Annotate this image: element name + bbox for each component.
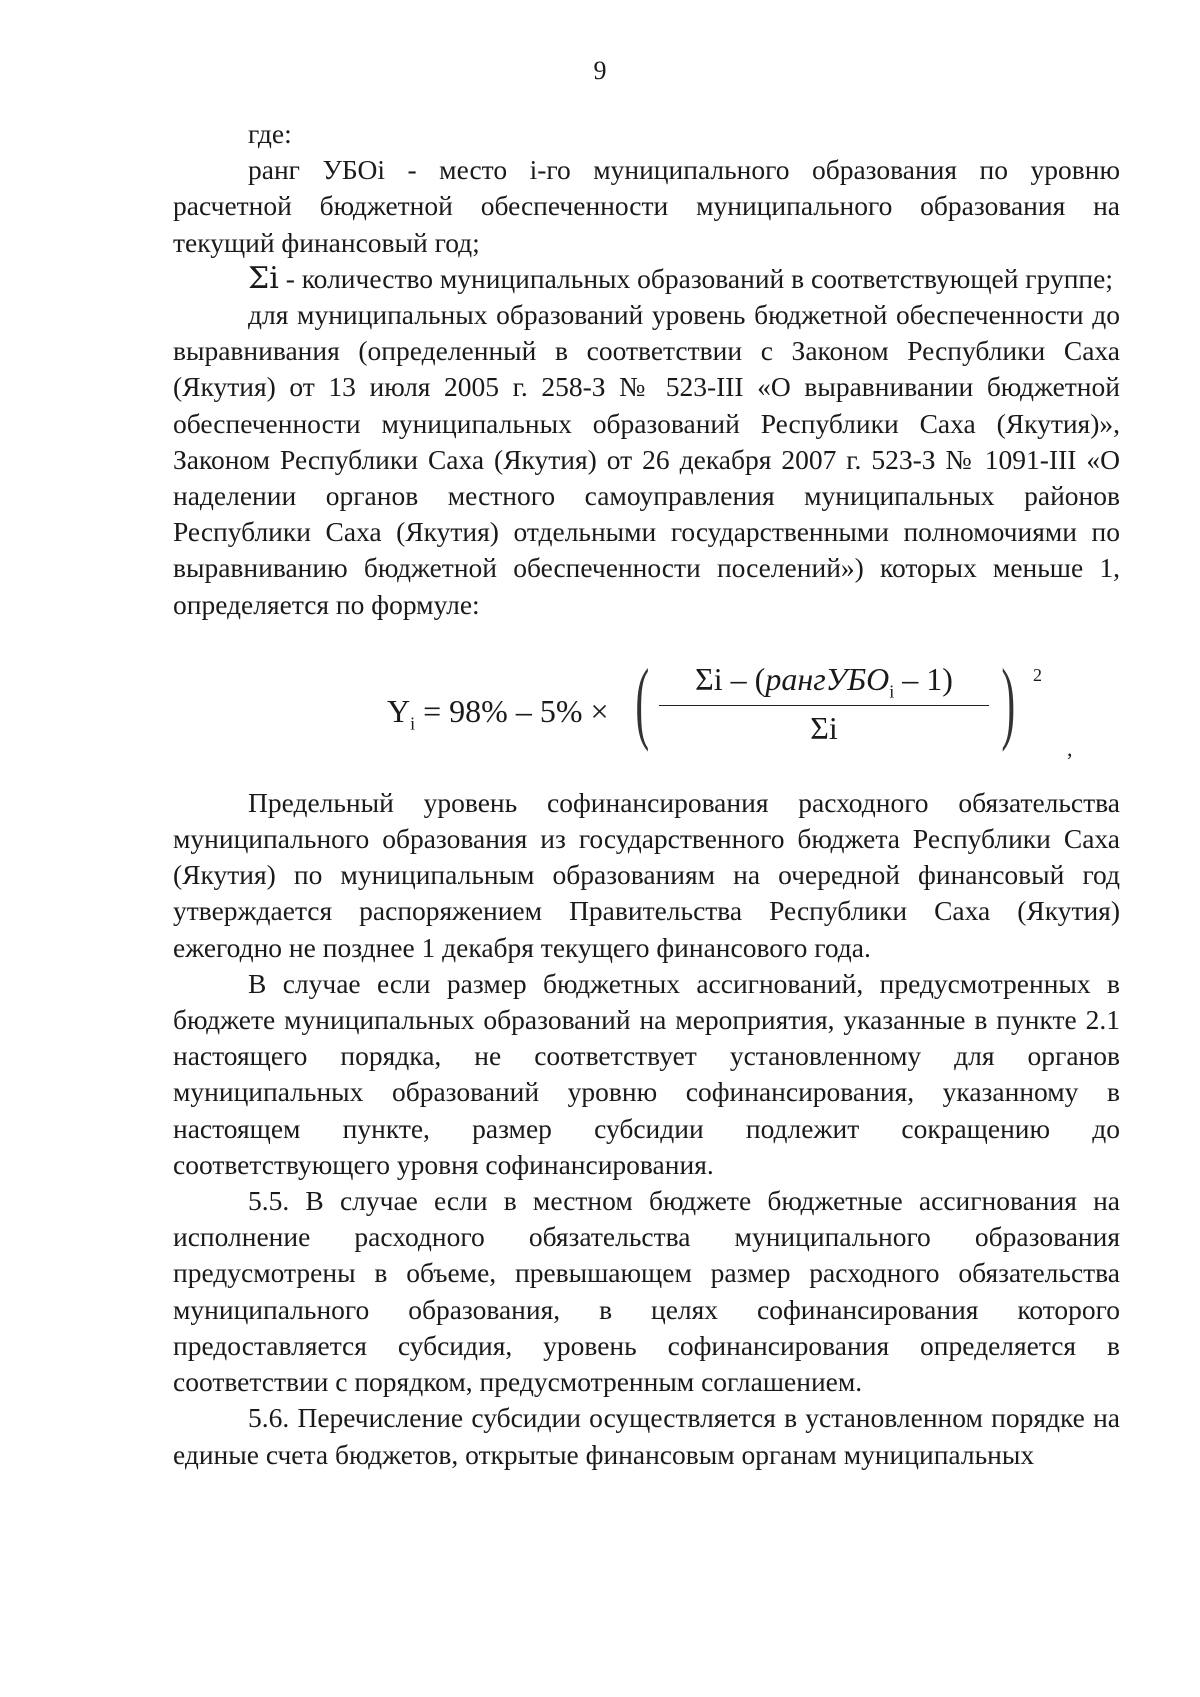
- paragraph-where: где:: [248, 118, 292, 149]
- formula-numerator: Σi – (рангУБО$_i$ – 1): [695, 660, 953, 702]
- formula-exponent: 2: [1033, 664, 1042, 685]
- sum-definition-text: - количество муниципальных образований в соответствующей группе;: [285, 262, 1113, 294]
- fraction-bar: [659, 705, 989, 706]
- formula-lhs: $Y_i = 98\% - 5\%$ ×: [387, 692, 609, 734]
- body-text: [173, 116, 1120, 1473]
- paragraph-rank-definition: ранг УБОi - место i-го муниципального образования по уровню расчетной бюджетной обеспеченности муниципального образования на текущий финансовый год;: [173, 154, 1120, 258]
- formula-fraction: [659, 661, 989, 746]
- paragraph-5-5: 5.5. В случае если в местном бюджете бюджетные ассигнования на исполнение расходного обязательства муниципального образования предусмотрены в объеме, превышающем размер расходного обязательства муниципального образования, в целях софинансирования которого предоставляется субсидия, уровень софинансирования определяется в соответствии с порядком, предусмотренным соглашением.: [173, 1185, 1120, 1398]
- formula-denominator: Σi: [810, 709, 838, 746]
- formula-right-paren: ): [1001, 649, 1016, 752]
- sum-symbol: Σi: [248, 260, 279, 296]
- cofinancing-formula: [173, 631, 1120, 781]
- formula-trailing-comma: ,: [1067, 735, 1073, 761]
- formula-rhs-prefix: = 98% – 5% ×: [423, 692, 609, 729]
- paragraph-reduction: В случае если размер бюджетных ассигнований, предусмотренных в бюджете муниципальных образований на мероприятия, указанные в пункте 2.1 настоящего порядка, не соответствует установленному для органов муниципальных образований уровню софинансирования, указанному в настоящем пункте, размер субсидии подлежит сокращению до соответствующего уровня софинансирования.: [173, 967, 1120, 1180]
- page-number: 9: [593, 56, 607, 85]
- paragraph-sum-definition: [173, 261, 1120, 297]
- formula-left-paren: (: [635, 649, 650, 752]
- paragraph-limit-level: Предельный уровень софинансирования расходного обязательства муниципального образования из государственного бюджета Республики Саха (Якутия) по муниципальным образованиям на очередной финансовый год утверждается распоряжением Правительства Республики Саха (Якутия) ежегодно не позднее 1 декабря текущего финансового года.: [173, 786, 1120, 963]
- paragraph-formula-intro: для муниципальных образований уровень бюджетной обеспеченности до выравнивания (определенный в соответствии с Законом Республики Саха (Якутия) от 13 июля 2005 г. 258-З № 523-III «О выравнивании бюджетной обеспеченности муниципальных образований Республики Саха (Якутия)», Законом Республики Саха (Якутия) от 26 декабря 2007 г. 523-З № 1091-III «О наделении органов местного самоуправления муниципальных районов Республики Саха (Якутия) отдельными государственными полномочиями по выравниванию бюджетной обеспеченности поселений») которых меньше 1, определяется по формуле:: [173, 299, 1120, 620]
- paragraph-5-6: 5.6. Перечисление субсидии осуществляется в установленном порядке на единые счета бюджетов, открытые финансовым органам муниципальных: [173, 1402, 1120, 1470]
